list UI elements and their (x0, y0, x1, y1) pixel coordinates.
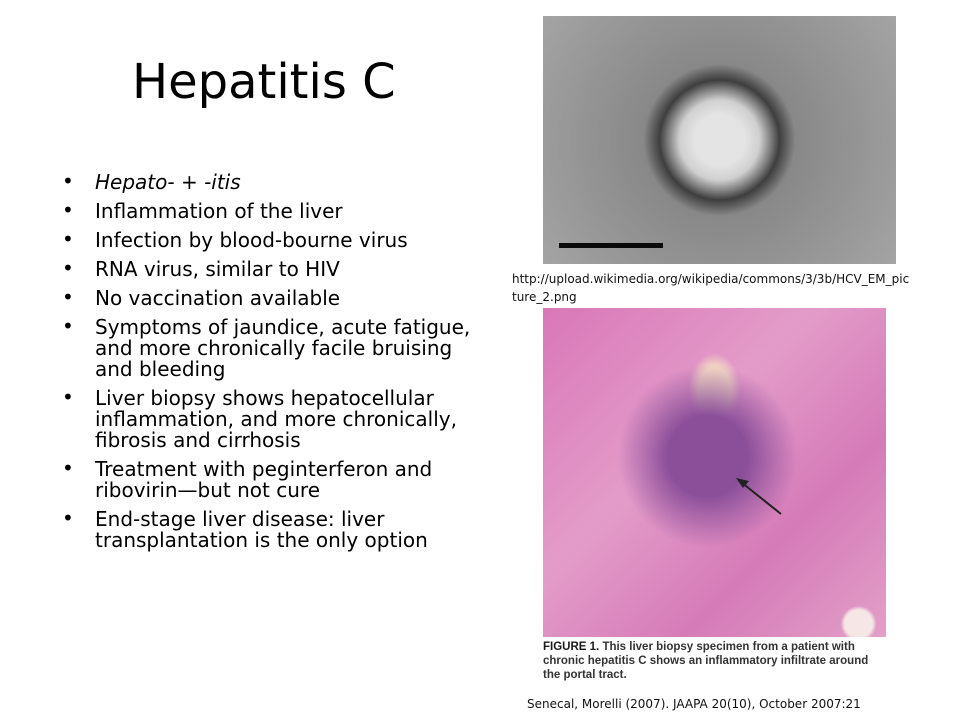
bullet-item (62, 385, 472, 452)
scale-bar (559, 243, 663, 248)
bullet-dot-icon: • (62, 227, 74, 251)
arrow-icon (543, 308, 886, 637)
bullet-text: Liver biopsy shows hepatocellular inflammation, and more chronically, fibrosis and cirrhosis (95, 386, 457, 452)
liver-biopsy-image (543, 308, 886, 637)
bullet-text: Treatment with peginterferon and ribovirin—but not cure (95, 457, 433, 502)
bullet-item (62, 198, 472, 223)
bullet-item (62, 506, 472, 552)
bullet-dot-icon: • (62, 256, 74, 280)
bullet-item (62, 456, 472, 502)
bullet-dot-icon: • (62, 198, 74, 222)
bullet-text: Hepato- + -itis (95, 170, 241, 194)
bullet-text: Inflammation of the liver (95, 199, 343, 223)
bullet-text: RNA virus, similar to HIV (95, 257, 340, 281)
bullet-dot-icon: • (62, 285, 74, 309)
citation: Senecal, Morelli (2007). JAAPA 20(10), October 2007:21 (527, 697, 861, 711)
bullet-item (62, 314, 472, 381)
hcv-electron-micrograph-image (543, 16, 896, 264)
bullet-text: End-stage liver disease: liver transplantation is the only option (95, 507, 428, 552)
bullet-text: Symptoms of jaundice, acute fatigue, and more chronically facile bruising and bleeding (95, 315, 471, 381)
bullet-text: No vaccination available (95, 286, 341, 310)
bullet-item (62, 169, 472, 194)
bullet-text: Infection by blood-bourne virus (95, 228, 408, 252)
bullet-dot-icon: • (62, 169, 74, 193)
slide-title: Hepatitis C (132, 54, 396, 110)
bullet-item (62, 285, 472, 310)
bullet-dot-icon: • (62, 314, 74, 338)
figure-label: FIGURE 1. (543, 641, 600, 653)
image-source-url: http://upload.wikimedia.org/wikipedia/commons/3/3b/HCV_EM_picture_2.png (512, 272, 910, 304)
bullet-item (62, 227, 472, 252)
bullet-dot-icon: • (62, 385, 74, 409)
bullet-list (62, 169, 472, 559)
bullet-item (62, 256, 472, 281)
figure-caption (543, 640, 886, 682)
figure-caption-text: This liver biopsy specimen from a patient with chronic hepatitis C shows an inflammatory infiltrate around the portal tract. (543, 641, 869, 681)
bullet-dot-icon: • (62, 506, 74, 530)
bullet-dot-icon: • (62, 456, 74, 480)
